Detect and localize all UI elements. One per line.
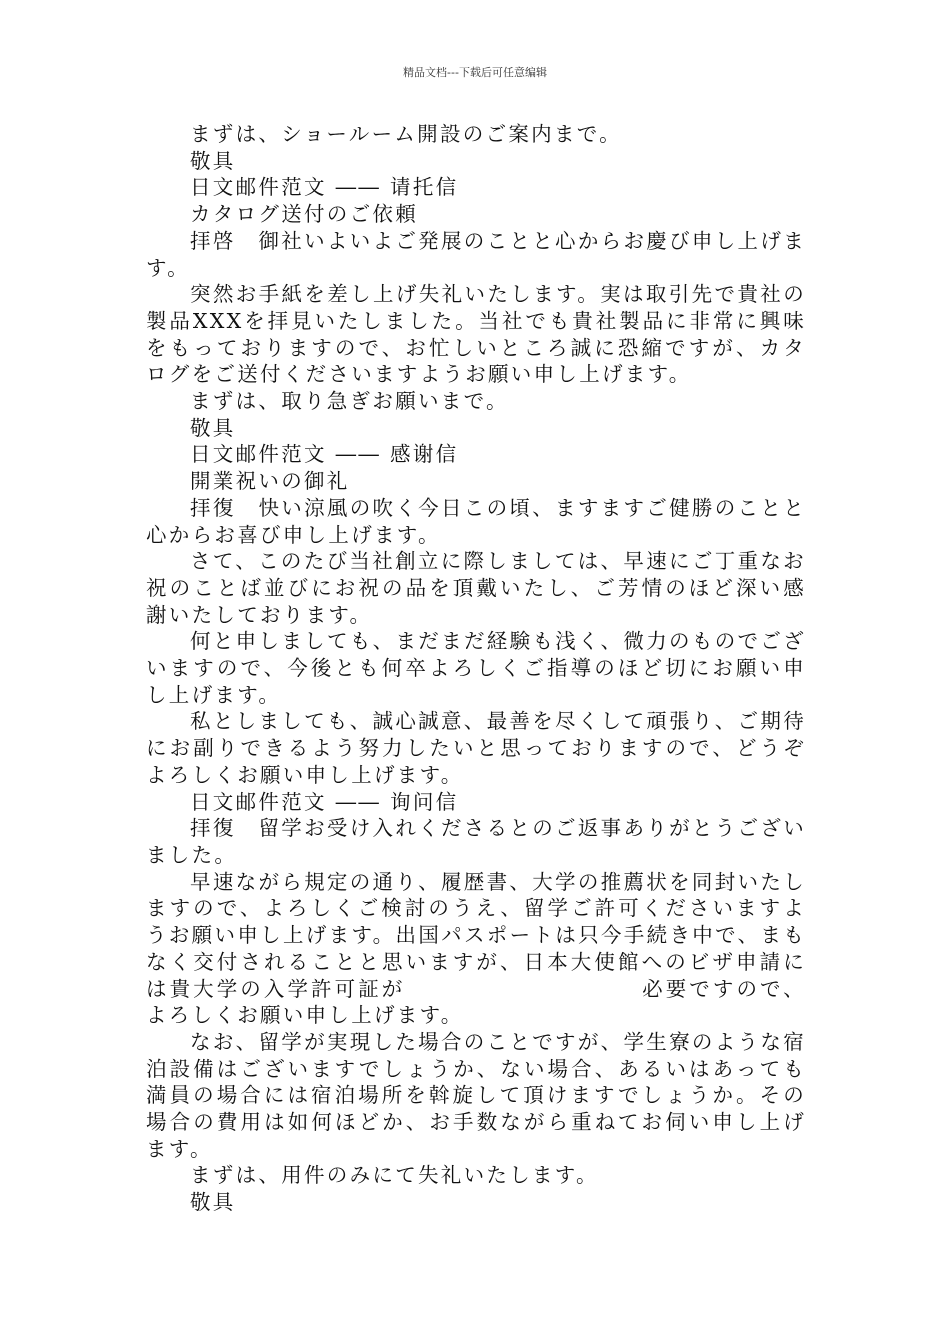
letter-subject-catalog: カタログ送付のご依頼 (190, 202, 418, 227)
section-title-inquiry-letter: 日文邮件范文 ―― 询问信 (190, 789, 459, 814)
page-header: 精品文档---下载后可任意编辑 (403, 66, 547, 79)
paragraph-catalog-request: 突然お手紙を差し上げ失礼いたします。実は取引先で貴社の製品XXXを拝見いたしました。当社でも貴社製品に非常に興味をもっておりますので、お忙しいところ誠に恐縮ですが、カタログをご送付くださいますようお願い申し上げます。 (146, 282, 806, 387)
closing-line-inquiry: まずは、用件のみにて失礼いたします。 (190, 1163, 599, 1188)
document-body (146, 121, 806, 1216)
paragraph-greeting-3: 拝復 留学お受け入れくださるとのご返事ありがとうございました。 (146, 816, 806, 867)
section-title-thank-you-letter: 日文邮件范文 ―― 感谢信 (190, 442, 459, 467)
letter-subject-opening-thanks: 開業祝いの御礼 (190, 469, 350, 494)
closing-line-request: まずは、取り急ぎお願いまで。 (190, 389, 509, 414)
paragraph-documents-part-2: 必要ですので、よろしくお願い申し上げます。 (146, 976, 806, 1028)
paragraph-accommodation: なお、留学が実現した場合のことですが、学生寮のような宿泊設備はございますでしょうか、ない場合、あるいはあっても満員の場合には宿泊場所を斡旋して頂けますでしょうか。その場合の費用は如何ほどか、お手数ながら重ねてお伺い申し上げます。 (146, 1029, 806, 1161)
paragraph-greeting-1: 拝啓 御社いよいよご発展のことと心からお慶び申し上げます。 (146, 228, 806, 280)
closing-line-showroom: まずは、ショールーム開設のご案内まで。 (190, 122, 622, 146)
paragraph-thanks: さて、このたび当社創立に際しましては、早速にご丁重なお祝のことば並びにお祝の品を頂戴いたし、ご芳情のほど深い感謝いたしております。 (146, 549, 806, 627)
paragraph-guidance: 何と申しましても、まだまだ経験も浅く、微力のものでございますので、今後とも何卒よろしくご指導のほど切にお願い申し上げます。 (146, 629, 806, 707)
sign-off-3: 敬具 (190, 1190, 236, 1215)
paragraph-documents-part-1: 早速ながら規定の通り、履歴書、大学の推薦状を同封いたしますので、よろしくご検討のうえ、留学ご許可くださいますようお願い申し上げます。出国パスポートは只今手続き中で、まもなく交付されることと思いますが、日本大使館へのビザ申請には貴大学の入学許可証が (146, 869, 806, 1001)
paragraph-effort: 私としましても、誠心誠意、最善を尽くして頑張り、ご期待にお副りできるよう努力したいと思っておりますので、どうぞよろしくお願い申し上げます。 (146, 709, 806, 787)
paragraph-documents (146, 869, 806, 1029)
sign-off-1: 敬具 (190, 148, 236, 173)
section-title-request-letter: 日文邮件范文 ―― 请托信 (190, 175, 459, 200)
sign-off-2: 敬具 (190, 415, 236, 440)
paragraph-greeting-2: 拝復 快い涼風の吹く今日この頃、ますますご健勝のことと心からお喜び申し上げます。 (146, 495, 806, 547)
